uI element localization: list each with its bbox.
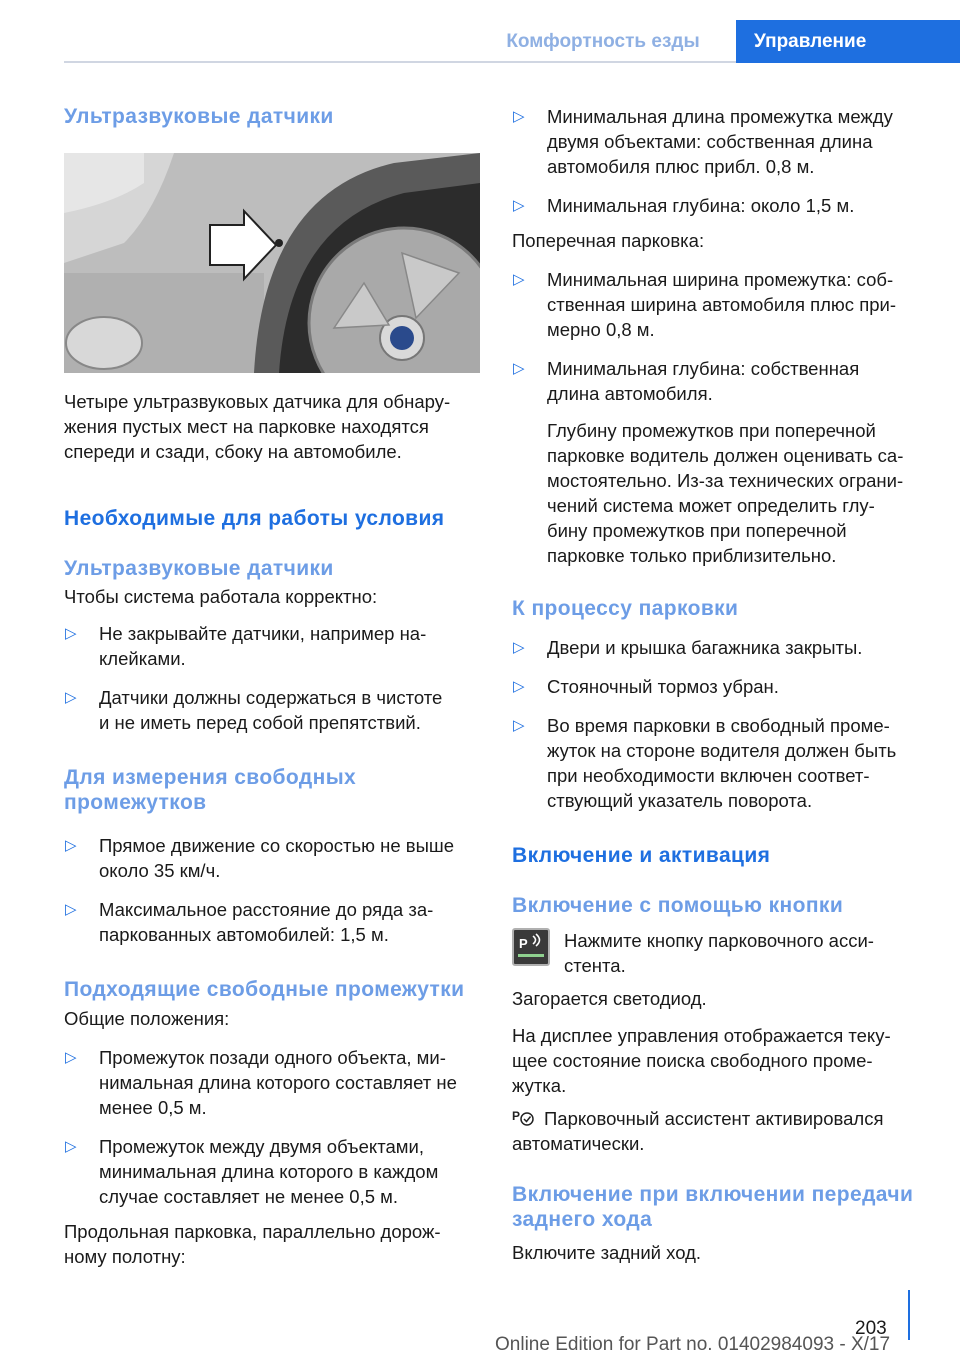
heading-process: К процессу парковки [512,597,739,620]
bullet-triangle-icon: ▷ [513,271,525,288]
list-item: ▷ Во время парковки в свободный проме- жуток на стороне водителя должен быть при необходимости включен соответ- ствующий указатель поворота. [513,715,897,811]
svg-text:P: P [512,1109,521,1123]
park-assist-status-icon [512,1107,538,1129]
list-item: ▷ Минимальная глубина: около 1,5 м. [513,195,855,216]
auto-activation: P Парковочный ассистент активировался автоматически. [512,1108,884,1154]
bullet-triangle-icon: ▷ [513,639,525,656]
bullet-triangle-icon: ▷ [513,678,525,695]
button-instruction [512,928,932,978]
list-item: ▷ Минимальная ширина промежутка: соб- ственная ширина автомобиля плюс при- мерно 0,8 м. [513,269,896,340]
svg-text:P: P [519,936,528,951]
list-item: ▷ Минимальная длина промежутка между двумя объектами: собственная длина автомобиля плюс прибл. 0,8 м. [513,106,893,177]
sensor-photo [64,153,480,373]
header-chapter-tab[interactable]: Управление [736,20,960,63]
heading-measure: Для измерения свободных промежутков [64,766,357,814]
left-column [64,96,484,1269]
heading-sensors-2: Ультразвуковые датчики [64,557,334,580]
bullet-triangle-icon: ▷ [65,901,77,918]
list-item: ▷ Минимальная глубина: собственная длина автомобиля. [513,358,860,404]
sensor-caption: Четыре ультразвуковых датчика для обнару- жения пустых мест на парковке находятся спереди и сзади, сбоку на автомобиле. [64,391,451,462]
bullet-triangle-icon: ▷ [65,689,77,706]
list-item: ▷ Прямое движение со скоростью не выше около 35 км/ч. [65,835,455,881]
transverse-label: Поперечная парковка: [512,230,705,251]
bullet-triangle-icon: ▷ [513,108,525,125]
bullet-triangle-icon: ▷ [513,197,525,214]
bullet-triangle-icon: ▷ [65,1138,77,1155]
reverse-text: Включите задний ход. [512,1242,702,1263]
list-item: ▷ Стояночный тормоз убран. [513,676,779,697]
sensors-intro: Чтобы система работала корректно: [64,586,378,607]
bullet-triangle-icon: ▷ [513,360,525,377]
footer-rule [908,1290,910,1340]
list-item: ▷ Двери и крышка багажника закрыты. [513,637,863,658]
heading-button: Включение с помощью кнопки [512,894,844,917]
list-item: ▷ Промежуток между двумя объектами, минимальная длина которого в каждом случае составляет не менее 0,5 м. [65,1136,439,1207]
display-text: На дисплее управления отображается теку- щее состояние поиска свободного проме- жутка. [512,1025,891,1096]
list-item: ▷ Не закрывайте датчики, например на- клейками. [65,623,427,669]
right-column [512,96,932,1265]
page-number: 203 [855,1318,887,1339]
list-item: ▷ Максимальное расстояние до ряда за- паркованных автомобилей: 1,5 м. [65,899,434,945]
heading-reverse: Включение при включении передачи заднего хода [512,1183,914,1231]
bullet-triangle-icon: ▷ [65,625,77,642]
header-section[interactable]: Комфортность езды [506,31,700,52]
button-text: Нажмите кнопку парковочного асси- стента. [564,930,874,976]
edition-text: Online Edition for Part no. 01402984093 - X/17 [495,1334,891,1355]
bullet-triangle-icon: ▷ [513,717,525,734]
park-assist-button-icon [512,928,550,966]
bullet-triangle-icon: ▷ [65,837,77,854]
heading-conditions: Необходимые для работы условия [64,507,445,530]
heading-activation: Включение и активация [512,844,771,867]
list-item: ▷ Промежуток позади одного объекта, ми- нимальная длина которого составляет не менее 0,5 м. [65,1047,457,1118]
bullet-triangle-icon: ▷ [65,1049,77,1066]
led-text: Загорается светодиод. [512,988,707,1009]
transverse-note: Глубину промежутков при поперечной парковке водитель должен оценивать са- мостоятельно. Из-за технических ограни- чений система может определить глу- бину промежутков при поперечной парковке только приблизительно. [547,420,904,566]
longitudinal-label: Продольная парковка, параллельно дорож- ному полотну: [64,1221,441,1267]
car-sensor-illustration [64,153,480,373]
heading-sensors: Ультразвуковые датчики [64,105,334,128]
general-label: Общие положения: [64,1008,230,1029]
heading-suitable: Подходящие свободные промежутки [64,978,465,1001]
list-item: ▷ Датчики должны содержаться в чистоте и не иметь перед собой препятствий. [65,687,443,733]
